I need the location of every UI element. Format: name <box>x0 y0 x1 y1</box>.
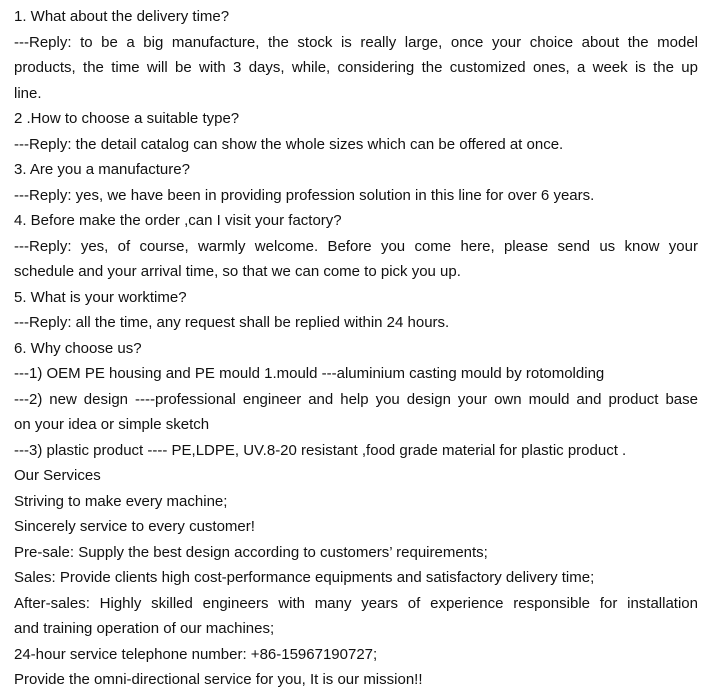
services-line-1: Striving to make every machine; <box>14 492 228 510</box>
faq-reply-6-line-3: on your idea or simple sketch <box>14 416 210 433</box>
services-line-6: and training operation of our machines; <box>14 620 275 637</box>
faq-question-5: 5. What is your worktime? <box>14 288 187 306</box>
services-line-7: 24-hour service telephone number: +86-15967190727; <box>14 645 378 663</box>
faq-reply-2-line-1: ---Reply: the detail catalog can show the whole sizes which can be offered at once. <box>14 135 564 153</box>
faq-reply-3-line-1: ---Reply: yes, we have been in providing profession solution in this line for over 6 years. <box>14 186 595 204</box>
faq-question-6: 6. Why choose us? <box>14 339 142 357</box>
faq-reply-4-line-2: schedule and your arrival time, so that we can come to pick you up. <box>14 263 461 280</box>
faq-question-4: 4. Before make the order ,can I visit your factory? <box>14 212 342 229</box>
faq-document <box>14 4 698 693</box>
services-heading: Our Services <box>14 467 101 484</box>
faq-reply-6-line-4: ---3) plastic product ---- PE,LDPE, UV.8-20 resistant ,food grade material for plastic product . <box>14 441 627 459</box>
services-line-4: Sales: Provide clients high cost-performance equipments and satisfactory delivery time; <box>14 569 595 586</box>
services-line-2: Sincerely service to every customer! <box>14 518 255 535</box>
faq-reply-1-line-3: line. <box>14 84 42 102</box>
services-line-3: Pre-sale: Supply the best design according to customers’ requirements; <box>14 543 488 561</box>
faq-question-1: 1. What about the delivery time? <box>14 8 230 25</box>
faq-reply-6-line-1: ---1) OEM PE housing and PE mould 1.mould ---aluminium casting mould by rotomolding <box>14 365 605 382</box>
faq-reply-6-line-2: ---2) new design ----professional engineer and help you design your own mould and product base <box>14 390 698 408</box>
faq-question-2: 2 .How to choose a suitable type? <box>14 110 240 127</box>
faq-reply-1-line-2: products, the time will be with 3 days, while, considering the customized ones, a week is the up <box>14 59 698 76</box>
services-line-5: After-sales: Highly skilled engineers with many years of experience responsible for installation <box>14 594 698 612</box>
faq-question-3: 3. Are you a manufacture? <box>14 161 190 178</box>
faq-reply-1-line-1: ---Reply: to be a big manufacture, the stock is really large, once your choice about the model <box>14 33 698 51</box>
faq-reply-4-line-1: ---Reply: yes, of course, warmly welcome. Before you come here, please send us know your <box>14 237 698 255</box>
faq-reply-5-line-1: ---Reply: all the time, any request shall be replied within 24 hours. <box>14 314 450 331</box>
services-line-8: Provide the omni-directional service for you, It is our mission!! <box>14 671 423 688</box>
